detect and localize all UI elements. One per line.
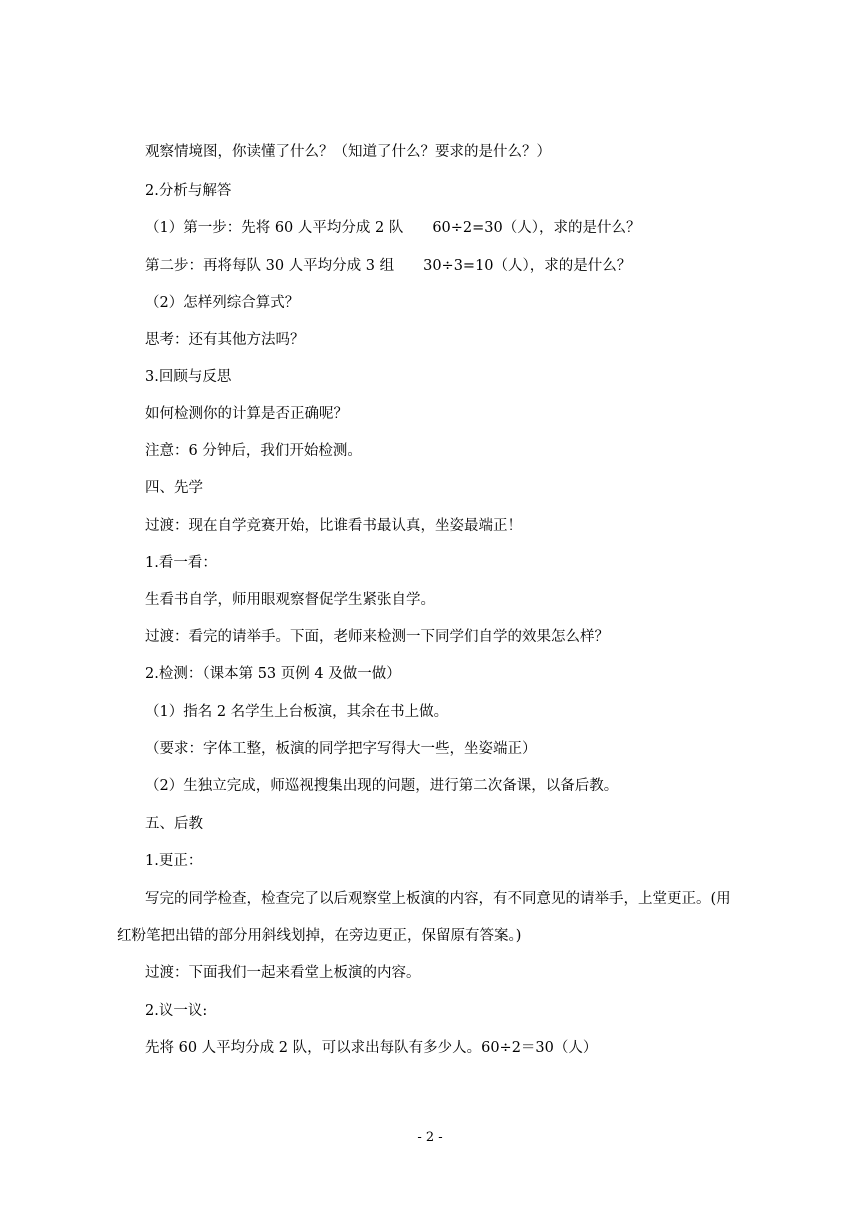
paragraph-check-question: 如何检测你的计算是否正确呢？ — [145, 406, 348, 422]
heading-check: 2.检测：（课本第 53 页例 4 及做一做） — [145, 666, 401, 682]
paragraph-board-demo: （1）指名 2 名学生上台板演，其余在书上做。 — [145, 704, 449, 720]
paragraph-transition-board: 过渡：下面我们一起来看堂上板演的内容。 — [145, 965, 421, 981]
section-heading-postteach: 五、后教 — [145, 816, 203, 832]
paragraph-correction-1: 写完的同学检查，检查完了以后观察堂上板演的内容，有不同意见的请举手，上堂更正。(用 — [145, 891, 731, 907]
paragraph-step-one: （1）第一步：先将 60 人平均分成 2 队 60÷2=30（人），求的是什么？ — [145, 220, 641, 236]
paragraph-note: 注意：6 分钟后，我们开始检测。 — [145, 443, 362, 459]
paragraph-requirements: （要求：字体工整，板演的同学把字写得大一些，坐姿端正） — [145, 741, 537, 757]
paragraph-combined-formula: （2）怎样列综合算式？ — [145, 295, 300, 311]
heading-review: 3.回顾与反思 — [145, 369, 232, 385]
paragraph-observe: 观察情境图，你读懂了什么？（知道了什么？要求的是什么？） — [145, 144, 551, 160]
heading-discuss: 2.议一议: — [145, 1003, 208, 1019]
paragraph-divide-teams: 先将 60 人平均分成 2 队，可以求出每队有多少人。60÷2＝30（人） — [145, 1040, 598, 1056]
paragraph-think: 思考：还有其他方法吗？ — [145, 332, 305, 348]
section-heading-prestudy: 四、先学 — [145, 480, 203, 496]
paragraph-independent: （2）生独立完成，师巡视搜集出现的问题，进行第二次备课，以备后教。 — [145, 778, 619, 794]
page-number: - 2 - — [417, 1130, 443, 1145]
paragraph-transition-competition: 过渡：现在自学竞赛开始，比谁看书最认真，坐姿最端正！ — [145, 518, 522, 534]
paragraph-step-two: 第二步：再将每队 30 人平均分成 3 组 30÷3=10（人），求的是什么？ — [145, 258, 632, 274]
paragraph-correction-2: 红粉笔把出错的部分用斜线划掉，在旁边更正，保留原有答案。) — [117, 928, 522, 944]
paragraph-self-study: 生看书自学，师用眼观察督促学生紧张自学。 — [145, 592, 435, 608]
heading-look: 1.看一看： — [145, 555, 217, 571]
heading-correct: 1.更正： — [145, 853, 203, 869]
heading-analysis: 2.分析与解答 — [145, 183, 232, 199]
paragraph-transition-check: 过渡：看完的请举手。下面，老师来检测一下同学们自学的效果怎么样？ — [145, 629, 609, 645]
